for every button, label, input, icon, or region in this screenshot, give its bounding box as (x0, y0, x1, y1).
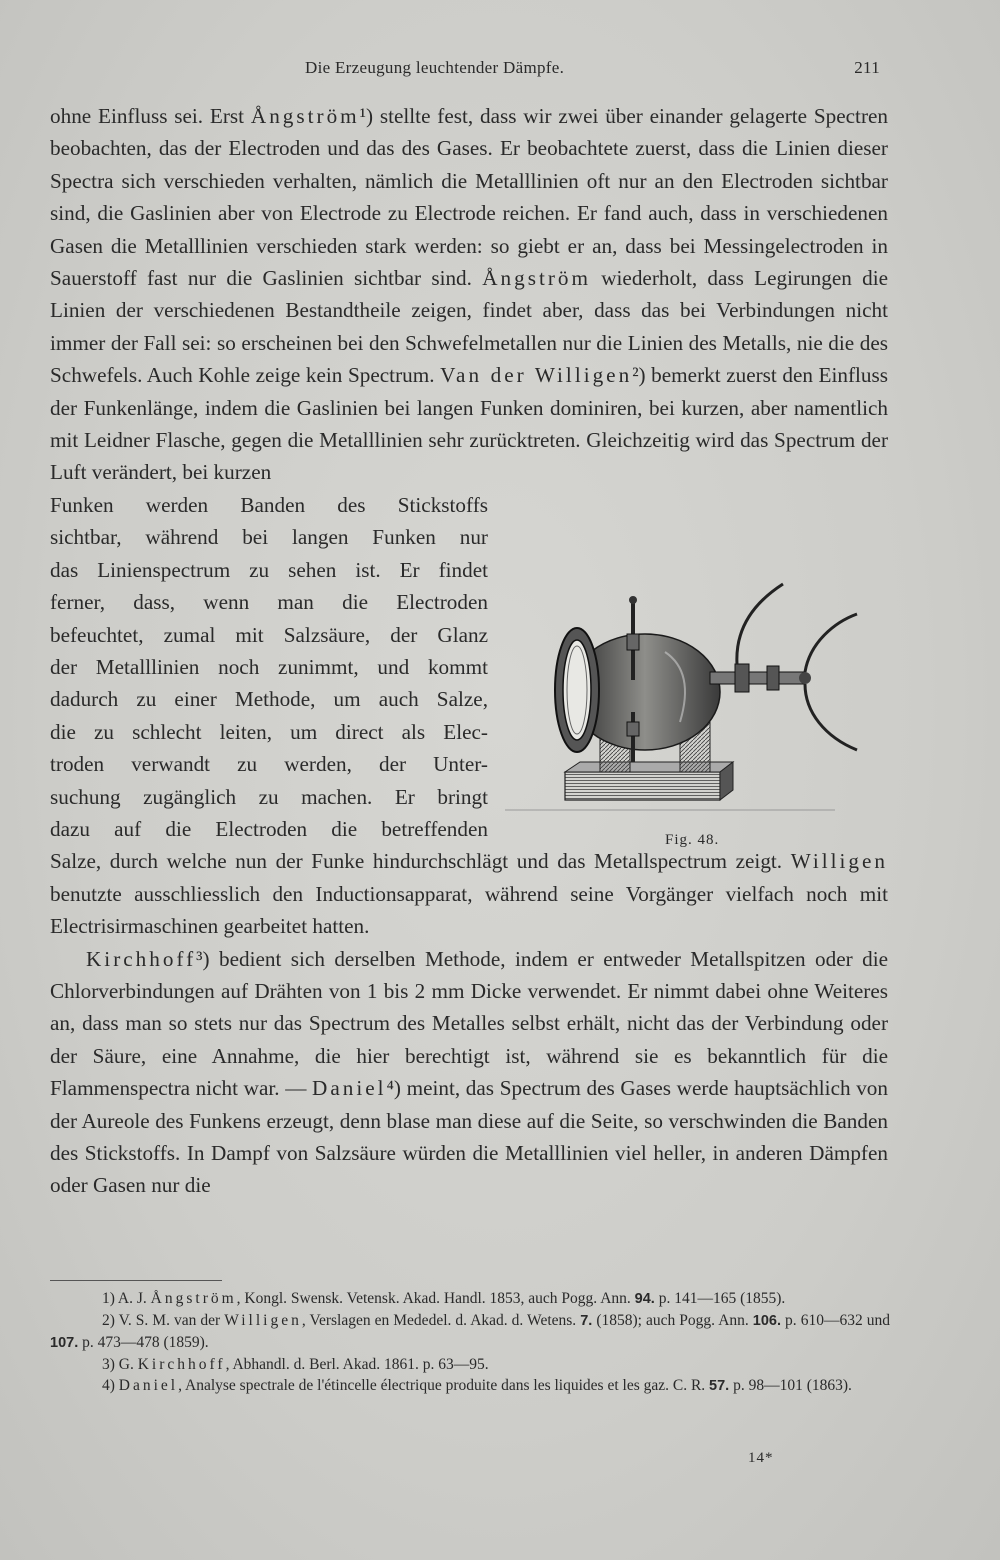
author-name: Kirchhoff (86, 946, 197, 971)
wrapped-line: dazu auf die Electroden die betreffenden (50, 816, 488, 841)
author-name: Ångström (150, 1290, 237, 1307)
footnote-3: 3) G. Kirchhoff, Abhandl. d. Berl. Akad. 1861. p. 63—95. (102, 1356, 489, 1373)
volume-number: 106. (752, 1313, 782, 1329)
author-name: Daniel (312, 1076, 387, 1101)
paragraph-1-end: Salze, durch welche nun der Funke hindurchschlägt und das Metallspectrum zeigt. Willigen benutzte ausschliesslich den Inductionsapparat, während seine Vorgänger vielfach noch mit Electrisirmaschinen gearbeitet hatten. (50, 849, 888, 939)
volume-number: 57. (709, 1378, 730, 1394)
wrapped-line: das Linienspectrum zu sehen ist. Er findet (50, 557, 488, 582)
author-name: Ångström (250, 104, 360, 128)
wrapped-line: Funken werden Banden des Stickstoffs (50, 492, 488, 517)
author-name: Willigen (224, 1312, 302, 1329)
figure-caption: Fig. 48. (665, 832, 720, 848)
wrapped-line: suchung zugänglich zu machen. Er bringt (50, 784, 488, 809)
wrapped-line: die zu schlecht leiten, um direct als Elec- (50, 719, 488, 744)
paragraph-2: Kirchhoff³) bedient sich derselben Methode, indem er entweder Metallspitzen oder die Chlorverbindungen auf Drähten von 1 bis 2 mm Dicke verwendet. Er nimmt dabei ohne Weiteres an, dass man so stets nur das Spectrum des Metalles selbst erhält, nicht das der Verbindung oder der Säure, eine Annahme, die hier berechtigt ist, während sie es bekanntlich für die Flammenspectra nicht war. — Daniel⁴) meint, das Spectrum des Gases werde hauptsächlich von der Aureole des Funkens erzeugt, denn blase man diese auf die Seite, so verschwinden die Banden des Stickstoffs. In Dampf von Salzsäure würden die Metalllinien viel heller, in anderen Dämpfen oder Gasen nur die (50, 946, 888, 1198)
footnotes (50, 1288, 890, 1397)
volume-number: 107. (50, 1335, 79, 1351)
volume-number: 7. (580, 1313, 593, 1329)
author-name: Kirchhoff (137, 1356, 226, 1373)
author-name: Ångström (482, 266, 591, 291)
wrapped-line: der Metalllinien noch zunimmt, und kommt (50, 654, 488, 679)
author-name: Willigen (790, 849, 888, 874)
wrapped-line: ferner, dass, wenn man die Electroden (50, 590, 488, 615)
page-number: 211 (854, 58, 880, 77)
wrapped-line: dadurch zu einer Methode, um auch Salze, (50, 687, 488, 712)
wrapped-line: befeuchtet, zumal mit Salzsäure, der Glanz (50, 622, 488, 647)
volume-number: 94. (634, 1291, 655, 1307)
footnote-4: 4) Daniel, Analyse spectrale de l'étincelle électrique produite dans les liquides et les gaz. C. R. 57. p. 98—101 (1863). (102, 1377, 852, 1394)
author-name: Daniel (118, 1377, 179, 1394)
footnote-1: 1) A. J. Ångström, Kongl. Swensk. Vetensk. Akad. Handl. 1853, auch Pogg. Ann. 94. p. 141—165 (1855). (102, 1290, 786, 1307)
spark-apparatus-illustration (505, 572, 885, 862)
footnote-2: 2) V. S. M. van der Willigen, Verslagen en Mededel. d. Akad. d. Wetens. 7. (1858); auch Pogg. Ann. 106. p. 610—632 und 107. p. 473—478 (1859). (50, 1312, 890, 1351)
printer-signature: 14* (748, 1450, 774, 1466)
running-title: Die Erzeugung leuchtender Dämpfe. (305, 58, 565, 77)
wrapped-line: sichtbar, während bei langen Funken nur (50, 525, 488, 550)
footnote-rule (50, 1280, 222, 1281)
wrapped-text-block (50, 489, 488, 845)
wrapped-line: troden verwandt zu werden, der Unter- (50, 752, 488, 777)
paragraph-1: ohne Einfluss sei. Erst Ångström¹) stellte fest, dass wir zwei über einander gelagerte Spectren beobachten, das der Electroden und das des Gases. Er beobachtete zuerst, dass die Linien dieser Spectra sich verschieden verhalten, nämlich die Metalllinien oft nur an den Electroden sichtbar sind, die Gaslinien aber von Electrode zu Electrode reichen. Er fand auch, dass in verschiedenen Gasen die Metalllinien verschieden stark werden: so giebt er an, dass bei Messingelectroden in Sauerstoff fast nur die Gaslinien sichtbar sind. Ångström wiederholt, dass Legirungen die Linien der verschiedenen Bestandtheile zeigen, findet aber, dass das bei Verbindungen nicht immer der Fall sei: so erscheinen bei den Schwefelmetallen nur die Linien des Metalls, nie die des Schwefels. Auch Kohle zeige kein Spectrum. Van der Willigen²) bemerkt zuerst den Einfluss der Funkenlänge, indem die Gaslinien bei langen Funken dominiren, bei kurzen, aber namentlich mit Leidner Flasche, gegen die Metalllinien sehr zurücktreten. Gleichzeitig wird das Spectrum der Luft verändert, bei kurzen (50, 104, 889, 485)
author-name: Van der Willigen (440, 363, 633, 388)
